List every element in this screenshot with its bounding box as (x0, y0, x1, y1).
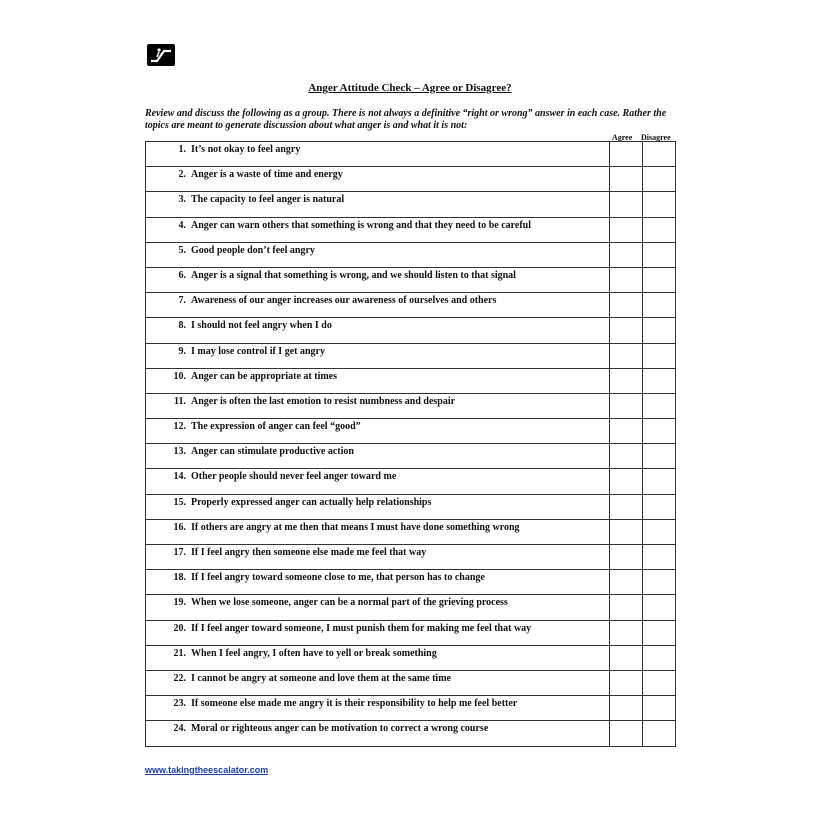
disagree-checkbox-cell[interactable] (643, 343, 676, 368)
table-row (146, 192, 676, 217)
statement-cell (146, 696, 610, 721)
agree-checkbox-cell[interactable] (610, 343, 643, 368)
statement-cell (146, 721, 610, 746)
agree-checkbox-cell[interactable] (610, 469, 643, 494)
statement-number: 9. (178, 345, 186, 357)
statement-text (146, 293, 609, 306)
statement-text (146, 369, 609, 382)
disagree-checkbox-cell[interactable] (643, 570, 676, 595)
statement-cell (146, 570, 610, 595)
table-row (146, 645, 676, 670)
statement-label: If I feel angry toward someone close to me, that person has to change (191, 572, 485, 584)
agree-checkbox-cell[interactable] (610, 217, 643, 242)
disagree-checkbox-cell[interactable] (643, 721, 676, 746)
table-row (146, 318, 676, 343)
disagree-checkbox-cell[interactable] (643, 595, 676, 620)
statement-number: 11. (174, 395, 186, 407)
agree-checkbox-cell[interactable] (610, 167, 643, 192)
statement-label: Anger is a signal that something is wrong, and we should listen to that signal (191, 269, 516, 281)
statement-label: Other people should never feel anger toward me (191, 471, 397, 483)
table-row (146, 242, 676, 267)
statement-cell (146, 142, 610, 167)
statement-number: 13. (173, 446, 186, 458)
statement-label: Good people don’t feel angry (191, 244, 315, 256)
table-row (146, 368, 676, 393)
statement-label: The capacity to feel anger is natural (191, 194, 345, 206)
statement-cell (146, 217, 610, 242)
disagree-checkbox-cell[interactable] (643, 519, 676, 544)
statement-cell (146, 343, 610, 368)
statement-text (146, 721, 609, 734)
statement-number: 22. (173, 672, 186, 684)
disagree-checkbox-cell[interactable] (643, 393, 676, 418)
statement-text (146, 495, 609, 508)
agree-checkbox-cell[interactable] (610, 545, 643, 570)
statements-table (145, 141, 676, 747)
disagree-checkbox-cell[interactable] (643, 242, 676, 267)
statement-number: 14. (173, 471, 186, 483)
statement-label: Moral or righteous anger can be motivation to correct a wrong course (191, 723, 489, 735)
agree-checkbox-cell[interactable] (610, 595, 643, 620)
disagree-checkbox-cell[interactable] (643, 620, 676, 645)
disagree-checkbox-cell[interactable] (643, 469, 676, 494)
agree-checkbox-cell[interactable] (610, 242, 643, 267)
table-row (146, 696, 676, 721)
statement-number: 8. (178, 320, 186, 332)
agree-checkbox-cell[interactable] (610, 519, 643, 544)
statement-label: The expression of anger can feel “good” (191, 421, 361, 433)
statement-text (146, 696, 609, 709)
disagree-checkbox-cell[interactable] (643, 267, 676, 292)
disagree-checkbox-cell[interactable] (643, 645, 676, 670)
intro-paragraph: Review and discuss the following as a group. There is not always a definitive “right or wrong” answer in each case. Rather the topics are meant to generate discussion about what anger is and what it is not: (145, 108, 667, 131)
statement-text (146, 419, 609, 432)
disagree-checkbox-cell[interactable] (643, 494, 676, 519)
statement-label: I cannot be angry at someone and love them at the same time (191, 672, 451, 684)
statement-label: Awareness of our anger increases our awareness of ourselves and others (191, 295, 497, 307)
statement-number: 3. (178, 194, 186, 206)
statement-number: 2. (178, 169, 186, 181)
table-row (146, 595, 676, 620)
statement-number: 10. (173, 370, 186, 382)
statement-text (146, 318, 609, 331)
statement-text (146, 469, 609, 482)
agree-checkbox-cell[interactable] (610, 368, 643, 393)
statement-text (146, 444, 609, 457)
statement-cell (146, 645, 610, 670)
statement-cell (146, 519, 610, 544)
statement-number: 15. (173, 496, 186, 508)
agree-checkbox-cell[interactable] (610, 318, 643, 343)
disagree-checkbox-cell[interactable] (643, 217, 676, 242)
statement-text (146, 394, 609, 407)
table-row (146, 519, 676, 544)
statement-number: 24. (173, 723, 186, 735)
statement-cell (146, 620, 610, 645)
statement-text (146, 218, 609, 231)
agree-checkbox-cell[interactable] (610, 142, 643, 167)
statement-label: Anger is often the last emotion to resist numbness and despair (191, 395, 456, 407)
statement-number: 1. (178, 144, 186, 155)
statement-text (146, 167, 609, 180)
statement-text (146, 621, 609, 634)
statement-text (146, 520, 609, 533)
statement-label: If someone else made me angry it is their responsibility to help me feel better (191, 698, 518, 710)
statement-cell (146, 419, 610, 444)
table-row (146, 293, 676, 318)
statement-number: 19. (173, 597, 186, 609)
disagree-checkbox-cell[interactable] (643, 419, 676, 444)
table-row (146, 444, 676, 469)
statement-label: It’s not okay to feel angry (191, 144, 301, 155)
table-row (146, 142, 676, 167)
statement-text (146, 545, 609, 558)
statement-label: If I feel anger toward someone, I must punish them for making me feel that way (191, 622, 532, 634)
page-title: Anger Attitude Check – Agree or Disagree? (308, 82, 512, 94)
statement-cell (146, 368, 610, 393)
statement-label: Properly expressed anger can actually help relationships (191, 496, 432, 508)
statement-number: 21. (173, 647, 186, 659)
disagree-checkbox-cell[interactable] (643, 318, 676, 343)
statement-label: Anger can stimulate productive action (191, 446, 354, 458)
statement-text (146, 344, 609, 357)
agree-checkbox-cell[interactable] (610, 696, 643, 721)
statement-number: 17. (173, 547, 186, 558)
statement-cell (146, 670, 610, 695)
statement-label: Anger can warn others that something is wrong and that they need to be careful (191, 219, 531, 231)
table-row (146, 167, 676, 192)
table-row (146, 721, 676, 746)
statement-number: 5. (178, 244, 186, 256)
statement-number: 7. (178, 295, 186, 307)
statement-label: Anger is a waste of time and energy (191, 169, 343, 181)
disagree-checkbox-cell[interactable] (643, 444, 676, 469)
statement-text (146, 142, 609, 155)
statement-text (146, 192, 609, 205)
disagree-checkbox-cell[interactable] (643, 142, 676, 167)
agree-column-header: Agree (612, 133, 633, 142)
statement-cell (146, 192, 610, 217)
statement-text (146, 243, 609, 256)
statement-cell (146, 545, 610, 570)
agree-checkbox-cell[interactable] (610, 620, 643, 645)
table-row (146, 469, 676, 494)
statement-text (146, 646, 609, 659)
agree-checkbox-cell[interactable] (610, 393, 643, 418)
statement-label: If I feel angry then someone else made me feel that way (191, 547, 427, 558)
statement-cell (146, 267, 610, 292)
table-row (146, 494, 676, 519)
statement-cell (146, 469, 610, 494)
statement-cell (146, 293, 610, 318)
agree-checkbox-cell[interactable] (610, 570, 643, 595)
disagree-checkbox-cell[interactable] (643, 167, 676, 192)
agree-checkbox-cell[interactable] (610, 444, 643, 469)
disagree-checkbox-cell[interactable] (643, 368, 676, 393)
statement-label: When I feel angry, I often have to yell or break something (191, 647, 437, 659)
table-row (146, 419, 676, 444)
statement-number: 16. (173, 521, 186, 533)
agree-checkbox-cell[interactable] (610, 721, 643, 746)
statement-cell (146, 444, 610, 469)
agree-checkbox-cell[interactable] (610, 645, 643, 670)
statement-label: If others are angry at me then that means I must have done something wrong (191, 521, 520, 533)
agree-checkbox-cell[interactable] (610, 293, 643, 318)
disagree-checkbox-cell[interactable] (643, 670, 676, 695)
statement-cell (146, 595, 610, 620)
table-row (146, 217, 676, 242)
disagree-checkbox-cell[interactable] (643, 293, 676, 318)
escalator-logo-icon (147, 44, 175, 66)
table-row (146, 393, 676, 418)
disagree-column-header: Disagree (641, 133, 671, 142)
statement-cell (146, 167, 610, 192)
statement-label: I should not feel angry when I do (191, 320, 332, 332)
statement-text (146, 268, 609, 281)
table-row (146, 620, 676, 645)
statement-label: When we lose someone, anger can be a normal part of the grieving process (191, 597, 508, 609)
disagree-checkbox-cell[interactable] (643, 696, 676, 721)
agree-checkbox-cell[interactable] (610, 494, 643, 519)
statement-number: 18. (173, 572, 186, 584)
statement-number: 23. (173, 698, 186, 710)
statement-number: 12. (173, 421, 186, 433)
statement-number: 4. (178, 219, 186, 231)
website-link[interactable]: www.takingtheescalator.com (145, 765, 269, 775)
statement-cell (146, 494, 610, 519)
statement-number: 6. (178, 269, 186, 281)
statement-label: Anger can be appropriate at times (191, 370, 338, 382)
table-row (146, 670, 676, 695)
disagree-checkbox-cell[interactable] (643, 545, 676, 570)
table-row (146, 343, 676, 368)
statement-text (146, 570, 609, 583)
statement-number: 20. (173, 622, 186, 634)
statement-cell (146, 393, 610, 418)
statement-text (146, 671, 609, 684)
agree-checkbox-cell[interactable] (610, 192, 643, 217)
statement-label: I may lose control if I get angry (191, 345, 325, 357)
statement-text (146, 595, 609, 608)
table-row (146, 267, 676, 292)
statement-cell (146, 318, 610, 343)
table-row (146, 570, 676, 595)
statement-cell (146, 242, 610, 267)
disagree-checkbox-cell[interactable] (643, 192, 676, 217)
table-row (146, 545, 676, 570)
agree-checkbox-cell[interactable] (610, 267, 643, 292)
agree-checkbox-cell[interactable] (610, 670, 643, 695)
agree-checkbox-cell[interactable] (610, 419, 643, 444)
